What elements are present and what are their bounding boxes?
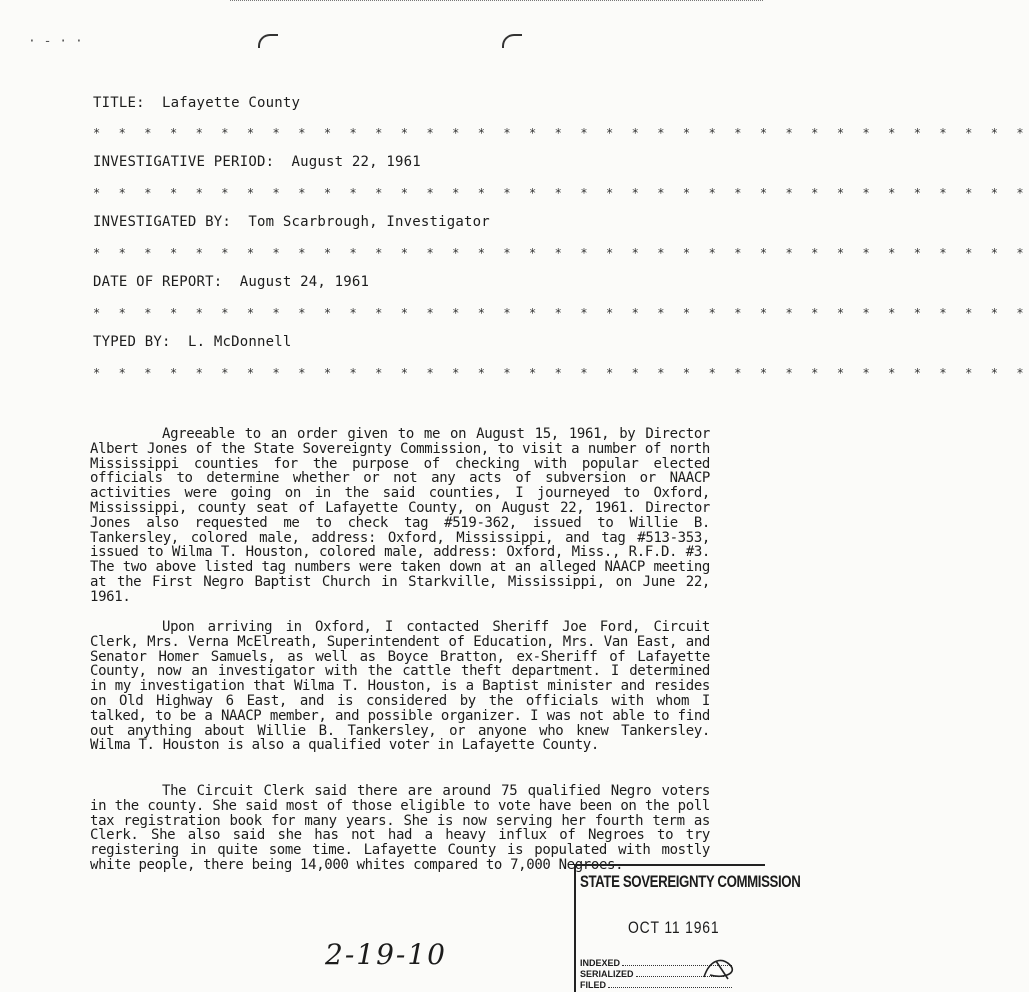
stamp-indexed: INDEXED <box>580 958 732 968</box>
stamp-serialized: SERIALIZED <box>580 969 724 979</box>
separator-5: * * * * * * * * * * * * * * * * * * * * * * * * * * * * * * * * * * * * * <box>93 366 1029 380</box>
stamp-filed: FILED <box>580 980 732 990</box>
typed-by-field <box>93 334 291 350</box>
investigator-value: Tom Scarbrough, Investigator <box>248 214 490 230</box>
title-label: TITLE: <box>93 95 145 111</box>
period-value: August 22, 1961 <box>291 154 421 170</box>
investigator-field <box>93 214 490 230</box>
investigator-label: INVESTIGATED BY: <box>93 214 232 230</box>
body-paragraph-1: Agreeable to an order given to me on August 15, 1961, by Director Albert Jones of the State Sovereignty Commission, to visit a number of north Mississippi counties for the purpose of checking with popular elected officials to determine whether or not any acts of subversion or NAACP activities were going on in the said counties, I journeyed to Oxford, Mississippi, county seat of Lafayette County, on August 22, 1961. Director Jones also requested me to check tag #519-362, issued to Willie B. Tankersley, colored male, address: Oxford, Mississippi, and tag #513-353, issued to Wilma T. Houston, colored male, address: Oxford, Miss., R.F.D. #3. The two above listed tag numbers were taken down at an alleged NAACP meeting at the First Negro Baptist Church in Starkville, Mississippi, on June 22, 1961. <box>90 426 710 605</box>
scan-smudge: · - · · <box>28 34 83 49</box>
typed-by-label: TYPED BY: <box>93 334 171 350</box>
typed-by-value: L. McDonnell <box>187 334 292 350</box>
title-value: Lafayette County <box>162 95 301 111</box>
stamp-title: STATE SOVEREIGNTY COMMISSION <box>580 872 801 891</box>
punch-mark-right <box>502 34 522 48</box>
report-date-label: DATE OF REPORT: <box>93 274 223 290</box>
separator-1: * * * * * * * * * * * * * * * * * * * * * * * * * * * * * * * * * * * * * <box>93 126 1029 140</box>
punch-mark-left <box>258 34 278 48</box>
body-paragraph-2: Upon arriving in Oxford, I contacted Sheriff Joe Ford, Circuit Clerk, Mrs. Verna McElreath, Superintendent of Education, Mrs. Van East, and Senator Homer Samuels, as well as Boyce Bratton, ex-Sheriff of Lafayette County, now an investigator with the cattle theft department. I determined in my investigation that Wilma T. Houston, is a Baptist minister and resides on Old Highway 6 East, and is considered by the officials with whom I talked, to be a NAACP member, and possible organizer. I was not able to find out anything about Willie B. Tankersley, or anyone who knew Tankersley. Wilma T. Houston is also a qualified voter in Lafayette County. <box>90 619 710 754</box>
stamp-date: OCT 11 1961 <box>628 918 720 937</box>
separator-2: * * * * * * * * * * * * * * * * * * * * * * * * * * * * * * * * * * * * * <box>93 186 1029 200</box>
page-top-edge <box>230 0 763 4</box>
title-field <box>93 95 300 111</box>
report-date-value: August 24, 1961 <box>239 274 370 290</box>
separator-4: * * * * * * * * * * * * * * * * * * * * * * * * * * * * * * * * * * * * * <box>93 306 1029 320</box>
report-date-field <box>93 274 369 290</box>
period-label: INVESTIGATIVE PERIOD: <box>93 154 275 170</box>
handwritten-initial-icon <box>700 955 740 981</box>
separator-3: * * * * * * * * * * * * * * * * * * * * * * * * * * * * * * * * * * * * * <box>93 246 1029 260</box>
handwritten-file-number: 2-19-10 <box>325 938 447 971</box>
period-field <box>93 154 421 170</box>
body-paragraph-3: The Circuit Clerk said there are around 75 qualified Negro voters in the county. She said most of those eligible to vote have been on the poll tax registration book for many years. She is now serving her fourth term as Clerk. She also said she has not had a heavy influx of Negroes to try registering in quite some time. Lafayette County is populated with mostly white people, there being 14,000 whites compared to 7,000 Negroes. <box>90 783 710 873</box>
